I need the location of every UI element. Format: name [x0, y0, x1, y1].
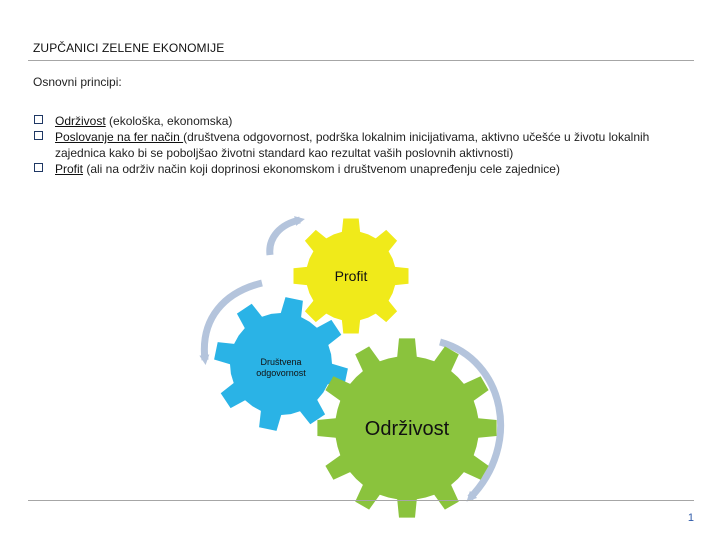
slide-subtitle: Osnovni principi: — [33, 75, 122, 89]
drustvena-odgovornost-label — [241, 357, 321, 379]
profit-label: Profit — [334, 268, 368, 284]
drustvena-label-line1: Društvena — [260, 357, 302, 367]
bullet-text: (ali na održiv način koji doprinosi ekonomskom i društvenom unapređenju cele zajednice) — [83, 162, 560, 176]
drustvena-label-line2: odgovornost — [256, 368, 306, 378]
bullet-term: Održivost — [55, 114, 106, 128]
bullet-term: Poslovanje na fer način — [55, 130, 184, 144]
page-number: 1 — [687, 512, 694, 524]
cycle-arrow-top — [270, 220, 300, 255]
footer-divider — [28, 500, 694, 501]
odrzivost-label: Održivost — [364, 418, 450, 440]
slide-title: ZUPČANICI ZELENE EKONOMIJE — [33, 41, 225, 55]
bullet-text: (ekološka, ekonomska) — [105, 114, 233, 128]
bullet-text: (društvena odgovornost, podrška lokalnim inicijativama, aktivno učešće u životu lokalnih zajednica kako bi se poboljšao životni standard kao rezultat vaših poslovnih aktivnosti) — [55, 130, 650, 160]
bullet-term: Profit — [55, 162, 84, 176]
